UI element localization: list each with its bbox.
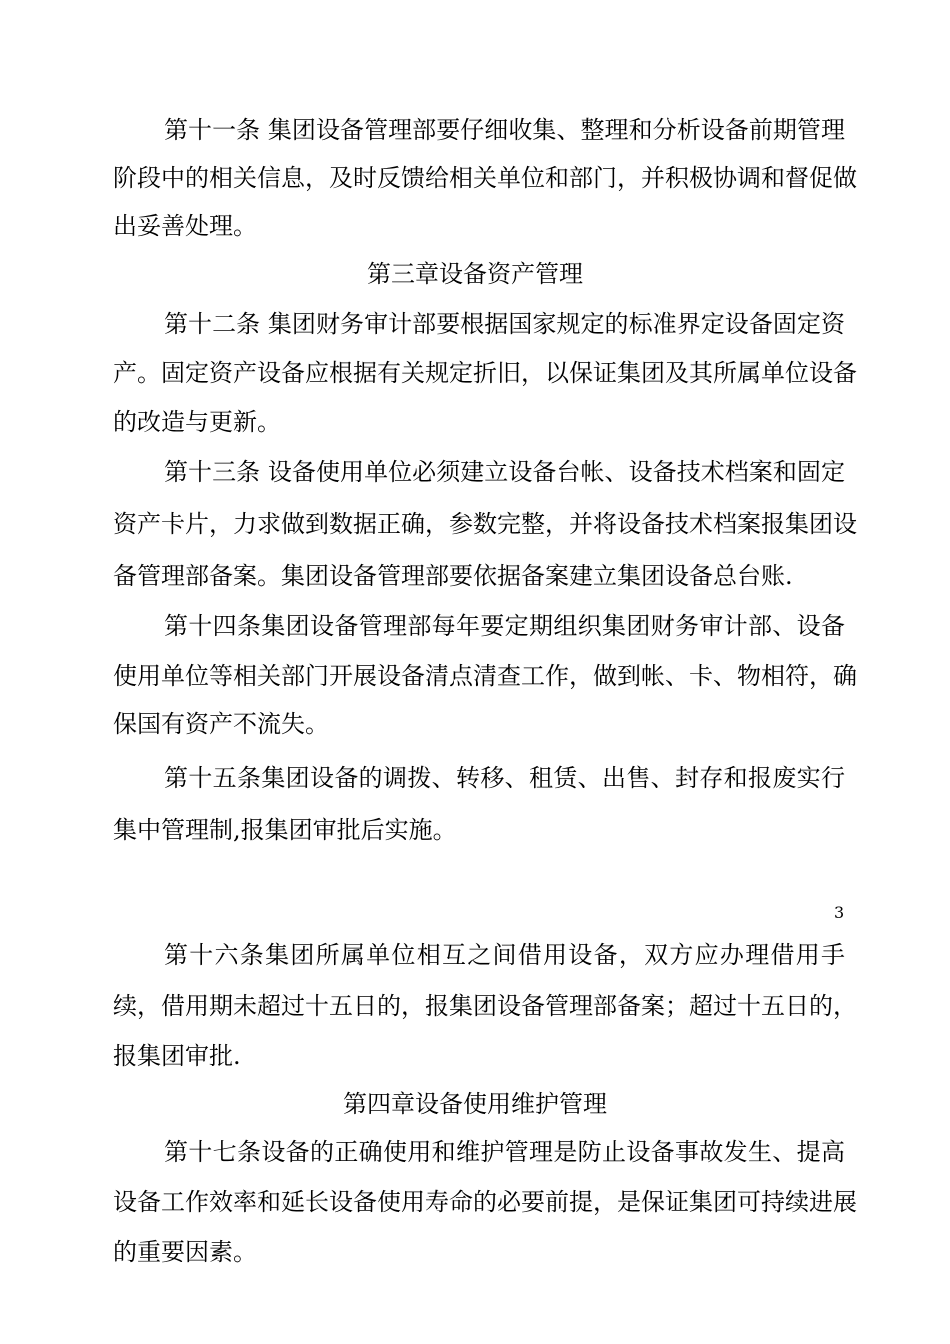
paragraph-line: 第十三条 设备使用单位必须建立设备台帐、设备技术档案和固定: [164, 458, 845, 486]
chapter-heading: 第三章设备资产管理: [367, 260, 583, 288]
paragraph-line: 第十五条集团设备的调拨、转移、租赁、出售、封存和报废实行: [164, 764, 845, 792]
paragraph-line: 第十六条集团所属单位相互之间借用设备，双方应办理借用手: [164, 941, 845, 969]
paragraph-line: 的重要因素。: [113, 1238, 257, 1266]
paragraph-line: 第十四条集团设备管理部每年要定期组织集团财务审计部、设备: [164, 612, 845, 640]
paragraph-line: 资产卡片，力求做到数据正确，参数完整，并将设备技术档案报集团设: [113, 510, 857, 538]
paragraph-line: 产。固定资产设备应根据有关规定折旧，以保证集团及其所属单位设备: [113, 359, 857, 387]
paragraph-line: 备管理部备案。集团设备管理部要依据备案建立集团设备总台账.: [113, 562, 793, 590]
paragraph-line: 出妥善处理。: [113, 212, 257, 240]
paragraph-line: 的改造与更新。: [113, 408, 281, 436]
paragraph-line: 使用单位等相关部门开展设备清点清查工作，做到帐、卡、物相符，确: [113, 662, 857, 690]
page-number: 3: [834, 903, 845, 922]
paragraph-line: 阶段中的相关信息，及时反馈给相关单位和部门，并积极协调和督促做: [113, 164, 857, 192]
chapter-heading: 第四章设备使用维护管理: [343, 1090, 607, 1118]
paragraph-line: 第十七条设备的正确使用和维护管理是防止设备事故发生、提高: [164, 1138, 845, 1166]
paragraph-line: 集中管理制,报集团审批后实施。: [113, 816, 457, 844]
paragraph-line: 续，借用期未超过十五日的，报集团设备管理部备案；超过十五日的，: [113, 992, 857, 1020]
paragraph-line: 设备工作效率和延长设备使用寿命的必要前提，是保证集团可持续进展: [113, 1188, 857, 1216]
paragraph-line: 保国有资产不流失。: [113, 710, 329, 738]
paragraph-line: 第十一条 集团设备管理部要仔细收集、整理和分析设备前期管理: [164, 116, 845, 144]
paragraph-line: 报集团审批.: [113, 1042, 241, 1070]
paragraph-line: 第十二条 集团财务审计部要根据国家规定的标准界定设备固定资: [164, 310, 845, 338]
